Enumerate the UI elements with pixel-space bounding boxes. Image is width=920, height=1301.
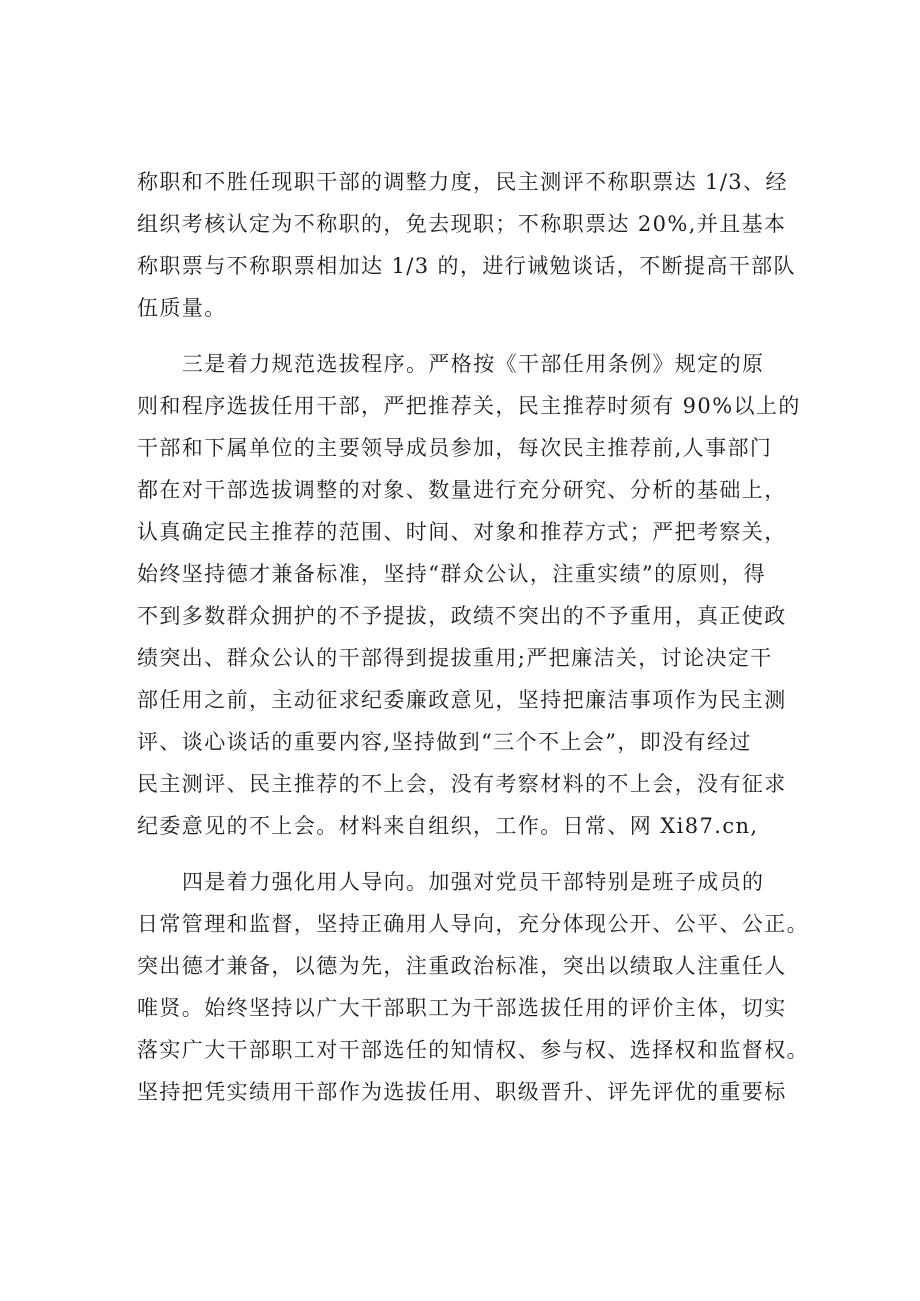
- text-line: 称职票与不称职票相加达 1/3 的，进行诫勉谈话，不断提高干部队: [137, 254, 796, 278]
- text-line: 日常管理和监督，坚持正确用人导向，充分体现公开、公平、公正。: [137, 912, 809, 936]
- text-line: 突出德才兼备，以德为先，注重政治标准，突出以绩取人注重任人: [137, 954, 787, 978]
- text-line: 干部和下属单位的主要领导成员参加，每次民主推荐前,人事部门: [137, 436, 773, 460]
- text-line: 伍质量。: [137, 296, 227, 320]
- paragraph-2: [137, 343, 801, 847]
- text-line: 民主测评、民主推荐的不上会，没有考察材料的不上会，没有征求: [137, 772, 787, 796]
- text-line: 坚持把凭实绩用干部作为选拔任用、职级晋升、评先评优的重要标: [137, 1080, 787, 1104]
- text-line: 认真确定民主推荐的范围、时间、对象和推荐方式；严把考察关，: [137, 520, 787, 544]
- text-line: 不到多数群众拥护的不予提拔，政绩不突出的不予重用，真正使政: [137, 604, 787, 628]
- text-line: 都在对干部选拔调整的对象、数量进行充分研究、分析的基础上，: [137, 478, 787, 502]
- text-line: 称职和不胜任现职干部的调整力度，民主测评不称职票达 1/3、经: [137, 170, 788, 194]
- text-line: 四是着力强化用人导向。加强对党员干部特别是班子成员的: [182, 870, 765, 894]
- text-line: 落实广大干部职工对干部选任的知情权、参与权、选择权和监督权。: [137, 1038, 809, 1062]
- text-line: 绩突出、群众公认的干部得到提拔重用;严把廉洁关，讨论决定干: [137, 646, 773, 670]
- text-line: 则和程序选拔任用干部，严把推荐关，民主推荐时须有 90%以上的: [137, 394, 801, 418]
- text-line: 三是着力规范选拔程序。严格按《干部任用条例》规定的原: [182, 352, 765, 376]
- text-line: 始终坚持德才兼备标准，坚持“群众公认，注重实绩”的原则，得: [137, 562, 767, 586]
- text-line: 部任用之前，主动征求纪委廉政意见，坚持把廉洁事项作为民主测: [137, 688, 787, 712]
- paragraph-1: [137, 161, 797, 329]
- text-line: 纪委意见的不上会。材料来自组织，工作。日常、网 Xi87.cn,: [137, 814, 759, 838]
- paragraph-3: [137, 861, 809, 1113]
- text-line: 唯贤。始终坚持以广大干部职工为干部选拔任用的评价主体，切实: [137, 996, 787, 1020]
- document-body: [137, 161, 809, 1113]
- text-line: 评、谈心谈话的重要内容,坚持做到“三个不上会”，即没有经过: [137, 730, 752, 754]
- text-line: 组织考核认定为不称职的，免去现职；不称职票达 20%,并且基本: [137, 212, 787, 236]
